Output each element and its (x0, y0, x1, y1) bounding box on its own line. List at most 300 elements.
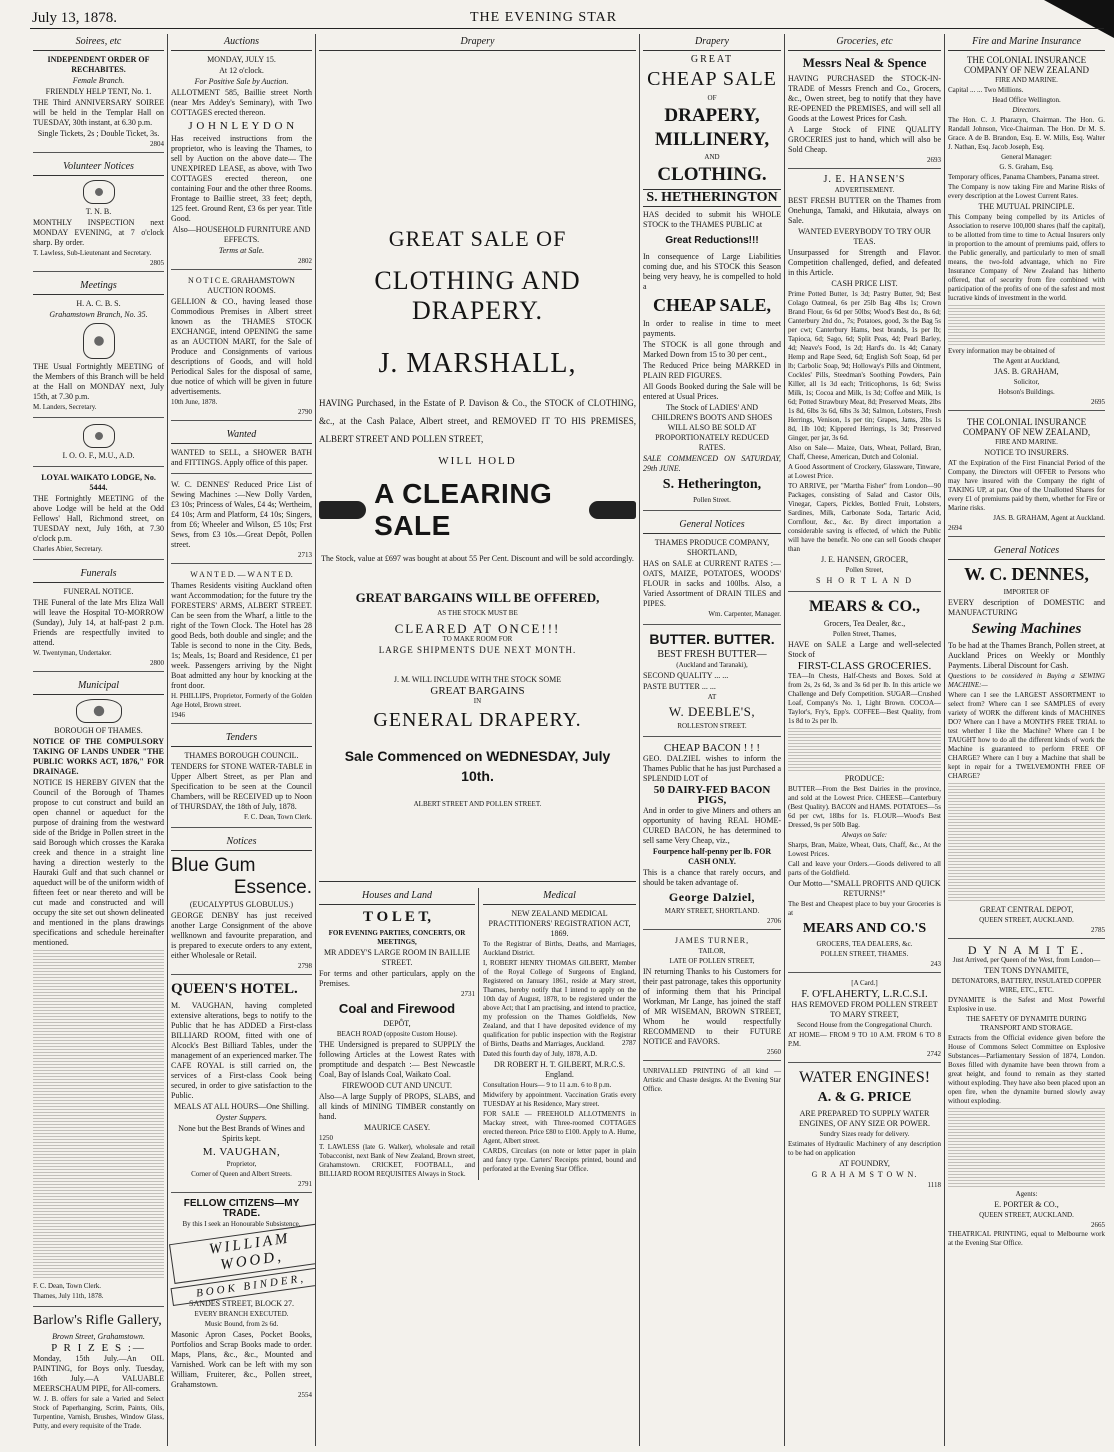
thames-produce-ad (643, 538, 781, 625)
price-water-engines-ad (788, 1069, 941, 1193)
ad-body: The STOCK is all gone through and Marked Down from 15 to 30 per cent., (643, 340, 781, 359)
ad-body: DYNAMITE is the Safest and Most Powerful Explosive in use. (948, 996, 1105, 1013)
section-header-meetings: Meetings (33, 278, 164, 295)
ad-body: Music Bound, from 2s 6d. (204, 1320, 279, 1328)
neal-spence-ad (788, 55, 941, 169)
leydon-auction-ad (171, 55, 312, 270)
medical-column (483, 888, 636, 1180)
ad-number: 2787 (622, 1039, 636, 1047)
column-4 (640, 34, 785, 1446)
ad-address: Pollen Street. (693, 496, 731, 504)
ad-body: To be had at the Thames Branch, Pollen street, at Auckland Prices on Weekly or Monthly Payments. Liberal Discount for Cash. (948, 641, 1105, 670)
column-1 (30, 34, 168, 1446)
ad-heading: P R I Z E S :— (51, 1342, 146, 1354)
ad-subtitle: TAILOR, (698, 947, 726, 955)
ad-body: Solicitor, (1013, 378, 1040, 386)
dennes-price-list-ad (171, 480, 312, 564)
ad-heading: BEST FRESH BUTTER— (657, 649, 767, 660)
ad-heading: CASH PRICE LIST. (831, 279, 898, 288)
merchant-name: S. HETHERINGTON (643, 189, 781, 207)
ad-footer: W. J. B. offers for sale a Varied and Select Stock of Paperhanging, Scrim, Paints, Oils, Turpentine, Varnish, Brushes, Window Glass, Putty, and every requisite of the Trade. (33, 1395, 164, 1430)
ad-subtitle: FIRE AND MARINE. (995, 438, 1058, 446)
ad-body: SECOND QUALITY ... ... (643, 671, 729, 680)
ad-hours: AT HOME— FROM 9 TO 10 A.M. FROM 6 TO 8 P.M. (788, 1031, 941, 1048)
ad-number: 2694 (948, 524, 962, 532)
continuation-text-block (788, 728, 941, 772)
ad-body: NOTICE IS HEREBY GIVEN that the Council of the Borough of Thames propose to cut construct and build an open channel or aqueduct for the purpose of draining from the westward side of the Bridge in Pollen street in the said Borough which crosses the Karaka creek and thence in a straight line having a direction westerly to the Hauraki Gulf and that such channel or aqueduct will be of the uniform width of fifteen feet or near thereto and will be cut made and constructed and will occupy the site set out shown delineated and mentioned in the plans drawings specifications and schedule hereinafter mentioned. (33, 778, 164, 947)
borough-notice-ad (33, 699, 164, 1307)
ad-heading: GREAT CENTRAL DEPOT, (979, 905, 1074, 914)
wood-bookbinder-ad (171, 1199, 312, 1403)
ad-heading: TEN TONS DYNAMITE, (984, 966, 1069, 975)
ad-number: 2802 (298, 257, 312, 265)
price-list: Prime Potted Butter, 1s 3d; Pastry Butter, 9d; Best Colago Oatmeal, 6s per 25lb Bag 4lbs 1s; Crown Brand Flour, 6s 6d per 50lbs; Wood's Best do., 8s 6d; Canterbury 2nd do., 7s; Potatoes, good, 3s the Bag 5s per cwt; Canterbury Hams, best brands, 1s per lb; Tapioca, 6d; Sago, 6d; Split Peas, 4d; Pearl Barley, 4d; Neave's Food, 1s 2d; Hard's do. 1s 4d; Canary Hemp and Rape Seed, 6d; English Soft Soap, 6d per lb; Carbolic Soap, 9d; Holloway's Pills and Ointment, Cockles' Pills, Steedman's Soothing Powders, Pain Killer, all 1s 3d each; Triticophorus, 1s 6d; Swiss Milk, 1s; Cocoa and Milk, 1s 3d; Coffee and Milk, 1s 6d; Potted Strawbury Meat, 8d; Preserved Meats, 2lbs 1s 8d, 6lbs 3s 6d, 6lbs 3s 3d; Salmon, Lobsters, Fresh Herrings, Venison, 1s per tin; Grapes, Jams, 2lbs 1s 8d, 1lb 10d; Kippered Herrings, 1s 3d; Preserved Ginger, per jar, 3s 6d. (788, 290, 941, 442)
section-header-insurance: Fire and Marine Insurance (948, 34, 1105, 51)
ad-body: Monday, 15th July.—An OIL PAINTING, for Boys only. Tuesday, 16th July.—A VALUABLE MEERSCHAUM PIPE, for All-comers. (33, 1354, 164, 1393)
ad-body: HAS REMOVED FROM POLLEN STREET TO MARY STREET, (791, 1000, 938, 1019)
ad-motto: Our Motto—"SMALL PROFITS AND QUICK RETURNS!" (788, 879, 941, 898)
ad-subtitle: ADVERTISEMENT. (834, 186, 895, 194)
ad-body: ARE PREPARED TO SUPPLY WATER ENGINES, OF ANY SIZE OR POWER. (798, 1109, 931, 1128)
ad-body: The Company is now taking Fire and Marine Risks of every description at the Lowest Current Rates. (948, 183, 1105, 200)
blue-gum-ad (171, 855, 312, 975)
ad-heading: GREAT SALE OF (388, 226, 567, 251)
masthead (0, 0, 1114, 34)
ad-number: 2554 (298, 1391, 312, 1399)
clearing-sale-text: A CLEARING SALE (374, 478, 553, 541)
ad-address: SANDES STREET, BLOCK 27. (189, 1299, 294, 1308)
continuation-text-block (948, 783, 1105, 903)
ad-body: THE Undersigned is prepared to SUPPLY the following Articles at the Lowest Rates with promptitude and despatch :— Best Newcastle Coal, Bay of Islands Coal, Waikato Coal. (319, 1040, 475, 1079)
ad-body: HAS decided to submit his WHOLE STOCK to the THAMES PUBLIC at (643, 210, 781, 229)
ad-subtitle: DEPÔT, (383, 1019, 411, 1028)
ad-signature: Charles Abier, Secretary. (33, 545, 103, 553)
ad-heading: Always on Sale: (841, 831, 888, 839)
ad-subtitle: To the Registrar of Births, Deaths, and Marriages, Auckland District. (483, 940, 636, 957)
ad-body: PASTE BUTTER ... ... (643, 682, 716, 691)
ad-body: T. LAWLESS (late G. Walker), wholesale and retail Tobacconist, next Bank of New Zealand, Brown street, Grahamstown. CRICKET, FOOTBALL, and BILLIARD ROOM REQUISITES Always in Stock. (319, 1143, 475, 1178)
ad-signature: Wm. Carpenter, Manager. (708, 610, 781, 618)
ad-title: D Y N A M I T E. (967, 943, 1086, 957)
coat-of-arms-icon (76, 699, 122, 723)
section-header-auctions: Auctions (171, 34, 312, 51)
pointing-hand-icon (589, 501, 636, 519)
ad-number: 2693 (927, 156, 941, 164)
ad-body: HAS on SALE at CURRENT RATES :— OATS, MAIZE, POTATOES, WOODS' FLOUR in sacks and 100lbs. Also, a Varied Assortment of DRAIN TILES and PIPES. (643, 559, 781, 608)
ad-address: ROLLESTON STREET. (677, 722, 747, 730)
ad-number: 2742 (927, 1050, 941, 1058)
ad-subtitle: Female Branch. (72, 76, 125, 85)
ad-address: Corner of Queen and Albert Streets. (191, 1170, 292, 1178)
section-header-groceries: Groceries, etc (788, 34, 941, 51)
ad-number: 2695 (1091, 398, 1105, 406)
ad-title: BUTTER. BUTTER. (649, 631, 775, 647)
ad-subtitle: By this I seek an Honourable Subsistence. (182, 1220, 301, 1228)
odd-fellows-emblem-icon (83, 424, 115, 448)
iooof-ad (33, 424, 164, 467)
column-5 (785, 34, 945, 1446)
ad-body: IN returning Thanks to his Customers for their past patronage, takes this opportunity of informing them that his Principal Workman, Mr Lange, has joined the staff of MR WISEMAN, BROWN STREET, Whom he would respectfully RECOMMEND to their FUTURE NOTICE and FAVORS. (643, 967, 781, 1046)
section-header-tenders: Tenders (171, 730, 312, 747)
ad-body: OF (707, 94, 717, 102)
ad-signature: T. Lawless, Sub-Lieutenant and Secretary. (33, 249, 152, 257)
ad-body: BEST FRESH BUTTER on the Thames from Onehunga, Tamaki, and Hikutaia, always on Sale. (788, 196, 941, 225)
ad-heading: CHEAP SALE, (652, 295, 772, 315)
ad-signature: MAURICE CASEY. (363, 1123, 431, 1132)
ad-body: AT the Expiration of the First Financial Period of the Company, the Directors will OFFER to Persons who may have insured with the Company the right of TAKING UP, at par, One of the Unallotted Shares for every £1 of premiums paid by them, whether for Fire or Marine risks. (948, 459, 1105, 512)
ad-title: T. N. B. (85, 207, 112, 216)
mears-co-ad (788, 598, 941, 973)
ad-body: HAVING Purchased, in the Estate of P. Davison & Co., the STOCK of CLOTHING, &c., at the Cash Palace, Albert street, and REMOVED IT TO HIS PREMISES, ALBERT STREET AND POLLEN STREET, (319, 398, 636, 444)
merchant-name: J. E. HANSEN'S (823, 174, 906, 185)
ad-body: TEA—In Chests, Half-Chests and Boxes. Sold at from 2s, 2s 6d, 3s and 3s 6d per lb. In this article we Challenge and Defy Competition. SUGAR—Crushed Loaf, Company's No. 1, Light Brown. COCOA—Taylor's, Fry's, Epp's. COFFEE—Best Quality, from 1s 8d to 2s per lb. (788, 672, 941, 725)
ad-body: THEATRICAL PRINTING, equal to Melbourne work at the Evening Star Office. (948, 1230, 1105, 1247)
ad-address: BEACH ROAD (opposite Custom House). (336, 1030, 458, 1038)
ad-signature: W. Twentyman, Undertaker. (33, 649, 112, 657)
ad-title: Essence. (233, 877, 312, 898)
sale-date: Sale Commenced on WEDNESDAY, July 10th. (344, 748, 611, 784)
ad-body: G. S. Graham, Esq. (999, 163, 1054, 171)
section-header-drapery-2: Drapery (643, 34, 781, 51)
ad-heading: PRODUCE: (844, 774, 885, 783)
ad-body: Sharps, Bran, Maize, Wheat, Oats, Chaff, &c., At the Lowest Prices. (788, 841, 941, 858)
ad-title: THE COLONIAL INSURANCE COMPANY OF NEW ZEALAND (964, 55, 1089, 75)
ad-heading: GREAT BARGAINS (430, 685, 525, 697)
ad-title: H. A. C. B. S. (76, 299, 121, 308)
ad-address: ALBERT STREET AND POLLEN STREET. (413, 800, 542, 808)
ad-body: AS THE STOCK MUST BE (437, 609, 518, 617)
ad-body: The Hon. C. J. Pharazyn, Chairman. The Hon. G. Randall Johnson, Vice-Chairman. The Hon. Dr M. S. Grace. A de B. Brandon, Esq. E. W. Mills, Esq. Walter J. Nathan, Esq. Jacob Joseph, Esq. (948, 116, 1105, 151)
section-header-drapery: Drapery (319, 34, 636, 51)
ad-body: FOR SALE — FREEHOLD ALLOTMENTS in Mackay street, with Three-roomed COTTAGES erected thereon. Price £80 to £100. Apply to A. Hume, Agent, Albert street. (483, 1110, 636, 1145)
section-header-soirees: Soirees, etc (33, 34, 164, 51)
ad-subtitle: LATE OF POLLEN STREET, (669, 957, 755, 965)
ad-body: This Company being compelled by its Articles of Association to reserve 100,000 shares (half the capital), to be allotted from time to time to Actual Insurers only in proportion to the amount of premiums paid, offers to the Public generally, and particularly to men of small means, the two-fold advantage, which no Fire Insurance Company of New Zealand has hitherto offered, that of security from fire combined with participation of the profits of one of the safest and most lucrative kinds of investment in the world. (948, 213, 1105, 302)
ad-body: Also on Sale— Maize, Oats, Wheat, Pollard, Bran, Chaff, Cheese, American, Dutch and Colonial. (788, 444, 941, 461)
ad-signature: F. C. Dean, Town Clerk. (33, 1282, 102, 1290)
ad-title: QUEEN'S HOTEL. (171, 981, 298, 997)
section-header-notices: Notices (171, 834, 312, 851)
section-header-wanted: Wanted (171, 427, 312, 444)
ad-body: Second House from the Congregational Church. (797, 1021, 932, 1029)
dennes-sewing-ad (948, 564, 1105, 939)
ad-heading: WANTED EVERYBODY TO TRY OUR TEAS. (798, 227, 931, 246)
ad-body: The Agent at Auckland, (993, 357, 1060, 365)
masthead-rule (30, 28, 1104, 29)
newspaper-title: THE EVENING STAR (470, 10, 618, 25)
ad-body: Temporary offices, Panama Chambers, Panama street. (948, 173, 1100, 181)
ad-body: MONTHLY INSPECTION next MONDAY EVENING, at 7 o'clock sharp. By order. (33, 218, 164, 247)
ad-title: LOYAL WAIKATO LODGE, No. 5444. (41, 473, 156, 492)
ad-heading: FIRST-CLASS GROCERIES. (797, 660, 932, 672)
clearing-sale-banner (319, 478, 636, 542)
ad-subtitle: Grahamstown Branch, No. 35. (49, 310, 148, 319)
ad-body: Has received instructions from the proprietor, who is leaving the Thames, to sell by Auction on the above date— The UNEXPIRED LEASE, as above, with Two COTTAGES erected thereon, one containing Four and the other three Rooms. Frontage to Baillie street, 33 feet; depth, 125 feet. Ground Rent, £3 6s per year. Title Good. (171, 134, 312, 223)
column-6 (945, 34, 1108, 1446)
ad-body: GEO. DALZIEL wishes to inform the Thames Public that he has just Purchased a SPLENDID LOT of (643, 754, 781, 783)
merchant-name: George Dalziel, (668, 890, 756, 904)
ad-title: N O T I C E. GRAHAMSTOWN AUCTION ROOMS. (188, 276, 295, 295)
hetherington-sale-ad (643, 55, 781, 511)
section-header-funerals: Funerals (33, 566, 164, 583)
deeble-butter-ad (643, 631, 781, 737)
ad-number: 1946 (171, 711, 185, 719)
waikato-lodge-ad (33, 473, 164, 560)
column-2 (168, 34, 316, 1446)
lower-section (319, 888, 636, 1180)
ad-body: And in order to give Miners and others an opportunity of having REAL HOME-CURED BACON, he has determined to sell same Very Cheap, viz., (643, 806, 781, 845)
ad-title: FUNERAL NOTICE. (63, 587, 134, 596)
printing-ad (643, 1067, 781, 1099)
ad-body: Midwifery by appointment. Vaccination Gratis every TUESDAY at his Residence, Mary street. (483, 1091, 636, 1108)
ad-number: 243 (930, 960, 941, 968)
ad-body: DETONATORS, BATTERY, INSULATED COPPER WIRE, ETC., ETC. (951, 977, 1102, 994)
ad-subtitle: FOR EVENING PARTIES, CONCERTS, OR MEETINGS, (328, 929, 466, 946)
ad-number: 2713 (298, 551, 312, 559)
ad-title: T O L E T, (363, 909, 431, 925)
ad-title: DR ROBERT H. T. GILBERT, M.R.C.S. England. (494, 1060, 625, 1079)
ad-body: Every information may be obtained of (948, 347, 1056, 355)
ad-signature: F. C. Dean, Town Clerk. (243, 813, 312, 821)
ad-subtitle: FRIENDLY HELP TENT, No. 1. (45, 87, 152, 96)
ad-body: For terms and other particulars, apply on the Premises. (319, 969, 475, 988)
ad-address: QUEEN STREET, AUCKLAND. (979, 1211, 1074, 1219)
ad-title: I. O. O. F., M.U., A.D. (62, 451, 135, 460)
ad-body: TO ARRIVE, per "Martha Fisher" from London—90 Packages, consisting of Salad and Castor Oils, Vinegar, Capers, Pickles, Bottled Fruit, Lobsters, Sardines, Milk, Carbonate Soda, Tartaric Acid, Cornflour, &c., &c. By direct importation a considerable saving is effected, of which the Public will have the benefit. No one can sell Goods cheaper than (788, 482, 941, 553)
ad-title: CHEAP BACON ! ! ! (663, 742, 761, 754)
dalziel-bacon-ad (643, 743, 781, 930)
ad-heading: DRAPERY, (664, 105, 760, 126)
ad-terms: Terms at Sale. (218, 246, 265, 255)
ad-body: Also—HOUSEHOLD FURNITURE AND EFFECTS. (172, 225, 311, 244)
ad-heading: GREAT (690, 54, 734, 65)
proprietor-name: M. VAUGHAN, (202, 1146, 281, 1158)
ad-heading: GREAT BARGAINS WILL BE OFFERED, (355, 590, 600, 605)
crest-icon (83, 180, 115, 204)
ad-body: UNRIVALLED PRINTING of all kind —Artistic and Chaste designs. At the Evening Star Office. (643, 1067, 781, 1093)
ad-title: F. O'FLAHERTY, L.R.C.S.I. (801, 988, 928, 1000)
ad-heading: CHEAP SALE (647, 68, 777, 90)
section-header-general: General Notices (643, 517, 781, 534)
ad-heading: Sewing Machines (971, 621, 1082, 637)
merchant-name: W. DEEBLE'S, (668, 704, 756, 719)
continuation-text-block (948, 305, 1105, 345)
wanted-shower-ad (171, 448, 312, 474)
ad-body: The Best and Cheapest place to buy your Groceries is at (788, 900, 941, 917)
notice-to-insurers-ad (948, 417, 1105, 537)
ad-heading: NOTICE TO INSURERS. (984, 448, 1069, 457)
ad-subtitle: IMPORTER OF (1003, 588, 1050, 596)
oflaherty-card-ad (788, 979, 941, 1063)
section-header-medical: Medical (483, 888, 636, 905)
ad-body: Single Tickets, 2s ; Double Ticket, 3s. (37, 129, 160, 138)
section-header-volunteer: Volunteer Notices (33, 159, 164, 176)
ad-subtitle: FIRE AND MARINE. (995, 76, 1058, 84)
ad-body: MR ADDEY'S LARGE ROOM IN BAILLIE STREET. (323, 948, 471, 967)
ad-body: In consequence of Large Liabilities coming due, and his STOCK this Season being very heavy, he is compelled to hold a (643, 252, 781, 291)
houses-land-column (319, 888, 479, 1180)
ad-body: All Goods Booked during the Sale will be entered at Usual Prices. (643, 382, 781, 401)
merchant-name: S. Hetherington, (662, 477, 762, 492)
ad-body: The Stock of LADIES' AND CHILDREN'S BOOTS AND SHOES WILL ALSO BE SOLD AT PROPORTIONATELY REDUCED RATES. (651, 403, 773, 452)
ad-body: Call and leave your Orders.—Goods delivered to all parts of the Goldfield. (788, 860, 941, 877)
ad-body: (Auckland and Taranaki), (676, 661, 748, 669)
column-3 (316, 34, 640, 1446)
ad-title: CLOTHING AND DRAPERY. (374, 266, 581, 325)
ad-body: Head Office Wellington. (992, 96, 1061, 104)
ad-body: WANTED to SELL, a SHOWER BATH and FITTINGS. Apply office of this paper. (171, 448, 312, 467)
ad-body: HAVE on SALE a Large and well-selected Stock of (788, 640, 941, 659)
ad-body: A Good Assortment of Crockery, Glassware, Tinware, at Lowest Price. (788, 463, 941, 480)
ad-body: THE Fortnightly MEETING of the above Lodge will be held at the Odd Fellows' Hall, Richmond street, on TUESDAY next, July 16th, at 7.30 o'clock p.m. (33, 494, 164, 543)
ad-title: JAMES TURNER, (674, 936, 750, 945)
ad-address: S H O R T L A N D (816, 576, 913, 585)
trade-banner: BOOK BINDER, (171, 1266, 316, 1306)
ad-body: Estimates of Hydraulic Machinery of any description to be had on application (788, 1140, 941, 1157)
ad-address: QUEEN STREET, AUCKLAND. (979, 916, 1074, 924)
ad-body: Thames Residents visiting Auckland often want Accommodation; for the future try the FORESTERS' ARMS, ALBERT STREET. Can be seen from the Wharf, a little to the right of the Town Clock. The Hotel has 28 good Beds, both double and single; and the Table is second to none in the City. Beds, 1s; Meals, 1s; Board and Residence, £1 per week. Passengers arriving by the Night Boat admitted any hour by knocking at the front door. (171, 581, 312, 690)
ad-date: 10th June, 1878. (171, 398, 218, 406)
ad-body: Where can I see the LARGEST ASSORTMENT to select from? Where can I see SAMPLES of every variety of WORK the different kinds of MACHINES DO? Where can I have a MONTH'S FREE TRIAL to test whether I like the Machine? Where can I be TAUGHT how to do all the different kinds of work the Machine is guaranteed to perform FREE OF CHARGE? Where can I buy a Machine that shall be kept in repair for a TWELVEMONTH FREE OF CHARGE? (948, 691, 1105, 780)
ad-heading: MILLINERY, (654, 129, 770, 150)
ad-number: 1118 (927, 1181, 941, 1189)
ad-number: 2790 (298, 408, 312, 416)
ad-body: GEORGE DENBY has just received another Large Consignment of the above wellknown and favourite preparation, and is prepared to execute orders to any extent, either Wholesale or Retail. (171, 911, 312, 960)
ad-body: W. C. DENNES' Reduced Price List of Sewing Machines :—New Dolly Varden, £3 10s; Princess of Wales, £4 4s; Wertheim, £4 10s; Arm and Platform, £4 10s; Singers, from £6; Wheeler and Wilson, £5 10s; Frst Sews, from £3 10s.—Great Depôt, Pollen street. (171, 480, 312, 549)
ad-body: CARDS, Circulars (on note or letter paper in plain and fancy type. Carters' Receipts printed, bound and perforated at the Evening Star Office. (483, 1147, 636, 1173)
ad-heading: GENERAL DRAPERY. (373, 709, 582, 731)
ad-heading: Questions to be considered in Buying a SEWING MACHINE:— (948, 672, 1105, 689)
continuation-text-block (948, 1108, 1105, 1188)
merchant-name: J. E. HANSEN, GROCER, (821, 555, 908, 564)
ad-body: In order to realise in time to meet payments. (643, 319, 781, 338)
ad-address: MARY STREET, SHORTLAND. (664, 907, 760, 915)
name-banner: WILLIAM WOOD, (169, 1222, 316, 1284)
ad-body: THE Usual Fortnightly MEETING of the Members of this Branch will be held at the Hall on MONDAY next, July 15th, at 7.30 p.m. (33, 362, 164, 401)
pointing-hand-icon (319, 501, 366, 519)
ad-date: Thames, July 11th, 1878. (33, 1292, 104, 1300)
ad-address: G R A H A M S T O W N. (811, 1170, 918, 1179)
queens-hotel-ad (171, 981, 312, 1193)
agent-name: JAS. B. GRAHAM, (994, 367, 1059, 376)
ad-number: 1250 (319, 1134, 333, 1142)
tenders-ad (171, 751, 312, 828)
ad-signature: H. PHILLIPS, Proprietor, Formerly of the Golden Age Hotel, Brown street. (171, 692, 312, 709)
ad-subtitle: EVERY BRANCH EXECUTED. (194, 1310, 289, 1318)
section-header-houses: Houses and Land (319, 888, 475, 905)
ad-subtitle: (EUCALYPTUS GLOBULUS.) (189, 900, 294, 909)
ad-title: INDEPENDENT ORDER OF RECHABITES. (47, 55, 150, 74)
section-header-municipal: Municipal (33, 678, 164, 695)
merchant-name: MEARS & CO., (808, 598, 921, 615)
ad-body: J. M. WILL INCLUDE WITH THE STOCK SOME (393, 675, 562, 684)
ad-time: At 12 o'clock. (219, 66, 264, 75)
ad-subtitle: Just Arrived, per Queen of the West, from London— (952, 956, 1101, 964)
ad-subtitle: GROCERS, TEA DEALERS, &c. (816, 940, 913, 948)
ad-number: 2665 (1091, 1221, 1105, 1229)
ad-title: THE COLONIAL INSURANCE COMPANY OF NEW ZEALAND, (962, 417, 1091, 437)
ad-body: AT (707, 693, 717, 701)
ad-body: AND (704, 153, 720, 161)
ad-body: Capital ... ... Two Millions. (948, 86, 1024, 94)
ad-title: THAMES PRODUCE COMPANY, SHORTLAND, (654, 538, 770, 557)
continuation-text-block (33, 950, 164, 1280)
ad-heading: THE SAFETY OF DYNAMITE DURING TRANSPORT AND STORAGE. (966, 1015, 1087, 1032)
section-header-general-notices: General Notices (948, 543, 1105, 560)
ad-body: WILL HOLD (438, 455, 517, 467)
ad-address: Pollen Street, (845, 566, 884, 574)
ad-body: Unsurpassed for Strength and Flavor. Competition challenged, defied, and defeated in this Article. (788, 248, 941, 277)
merchant-name: MEARS AND CO.'S (802, 921, 927, 936)
merchant-name: W. C. DENNES, (964, 564, 1089, 584)
auctioneer-name: J O H N L E Y D O N (188, 120, 295, 132)
ad-title: NEW ZEALAND MEDICAL PRACTITIONERS' REGISTRATION ACT, 1869. (488, 909, 631, 938)
ad-number: 2805 (150, 259, 164, 267)
tnb-ad (33, 180, 164, 272)
ad-heading: CLEARED AT ONCE!!! (394, 621, 561, 636)
ad-body: THE Funeral of the late Mrs Eliza Wall will leave the Hospital TO-MORROW (Sunday), July 14, at half-past 2 p.m. Friends are respectfully invited to attend. (33, 598, 164, 647)
ad-subtitle: Brown Street, Grahamstown. (52, 1332, 145, 1341)
ad-price: Fourpence half-penny per lb. FOR CASH ONLY. (652, 847, 772, 866)
ad-signature: JAS. B. GRAHAM, Agent at Auckland. (993, 514, 1105, 522)
ad-body: BUTTER—From the Best Dairies in the province, and sold at the Lowest Price. CHEESE—Canterbury (Best Quality). BACON and HAMS. POTATOES—5s 6d per cwt, 18lbs for 1s. FLOUR—Wood's Best Dressed, 9s per 50lb Bag. (788, 785, 941, 829)
ad-body: THE Third ANNIVERSARY SOIREE will be held in the Templar Hall on TUESDAY, 30th instant, at 6.30 p.m. (33, 98, 164, 127)
harp-icon (83, 323, 115, 359)
issue-date: July 13, 1878. (32, 10, 118, 26)
ad-heading: 50 DAIRY-FED BACON PIGS, (653, 784, 771, 806)
ad-number: 2785 (1091, 926, 1105, 934)
foresters-arms-ad (171, 570, 312, 724)
turner-tailor-ad (643, 936, 781, 1061)
ad-title: W A N T E D. — W A N T E D. (190, 570, 293, 579)
ad-title: Barlow's Rifle Gallery, (33, 1313, 162, 1328)
ad-signature: M. Landers, Secretary. (33, 403, 97, 411)
ad-body: FIREWOOD CUT AND UNCUT. (342, 1081, 452, 1090)
ad-body: Consultation Hours— 9 to 11 a.m. 6 to 8 p.m. (483, 1081, 612, 1089)
ad-subtitle: Proprietor, (226, 1160, 257, 1168)
ad-date: MONDAY, JULY 15. (207, 55, 276, 64)
ad-date: SALE COMMENCED ON SATURDAY, 29th JUNE. (643, 454, 781, 473)
ad-body: MEALS AT ALL HOURS—One Shilling. (174, 1102, 309, 1111)
ad-body: TENDERS for STONE WATER-TABLE in Upper Albert Street, as per Plan and Specification to be seen at the Council Chambers, will be RECEIVED up to Noon of THURSDAY, the 18th of July, 1878. (171, 762, 312, 811)
ad-heading: CLOTHING. (657, 164, 767, 185)
ad-body: This is a chance that rarely occurs, and should be taken advantage of. (643, 868, 781, 887)
ad-body: IN (473, 697, 482, 705)
ad-title: Coal and Firewood (338, 1001, 456, 1016)
ad-body: Also—A large Supply of PROPS, SLABS, and all kinds of MINING TIMBER constantly on hand. (319, 1092, 475, 1121)
ad-subtitle: [A Card.] (851, 979, 878, 987)
ad-title: WATER ENGINES! (798, 1069, 931, 1086)
rechabites-ad (33, 55, 164, 153)
ad-heading: THE MUTUAL PRINCIPLE. (978, 202, 1075, 211)
ad-body: TO MAKE ROOM FOR (442, 635, 513, 643)
ad-body: ALLOTMENT 585, Baillie street North (near Mrs Addey's Seminary), with Two COTTAGES erected thereon. (171, 88, 312, 117)
ad-number: 2800 (150, 659, 164, 667)
ad-body: GELLION & CO., having leased those Commodious Premises in Albert street known as the THAMES STOCK EXCHANGE, intend OPENING the same as an AUCTION MART, for the Sale of Produce and Consignments of various descriptions of Goods, and will hold Periodical Sales for the disposal of same, due notice of which will be given in future advertisements. (171, 297, 312, 396)
ad-subtitle: For Positive Sale by Auction. (194, 77, 289, 86)
ad-title: Blue Gum (171, 855, 256, 876)
ad-body: The Stock, value at £697 was bought at about 55 Per Cent. Discount and will be sold accordingly. (321, 554, 634, 563)
ad-number: 2791 (298, 1180, 312, 1188)
grahamstown-auction-ad (171, 276, 312, 421)
ad-body: I, ROBERT HENRY THOMAS GILBERT, Member of the Royal College of Surgeons of England, Registered on January 1861, reside at Mary street, Thames, hereby notify that I intend to apply on the 10th day of August, 1878, to be registered under the above Act; that I am practising, and intend to practice, my profession on the Thames Goldfields, New Zealand, and that I have deposited evidence of my qualification for public inspection with the Registrar of Births, Deaths and Marriages, Auckland. (483, 959, 636, 1048)
hansen-ad (788, 175, 941, 592)
merchant-name: A. & G. PRICE (817, 1090, 912, 1105)
ad-body: Masonic Apron Cases, Pocket Books, Portfolios and Scrap Books made to order. Maps, Plans, &c., &c., Mounted and Varnished. Work can be left with my son William, Fruiterer, &c., Pollen street, Grahamstown. (171, 1330, 312, 1389)
ad-body: LARGE SHIPMENTS DUE NEXT MONTH. (378, 645, 577, 655)
ad-body: Oyster Suppers. (215, 1113, 268, 1122)
ad-address: Hobson's Buildings. (998, 388, 1055, 396)
